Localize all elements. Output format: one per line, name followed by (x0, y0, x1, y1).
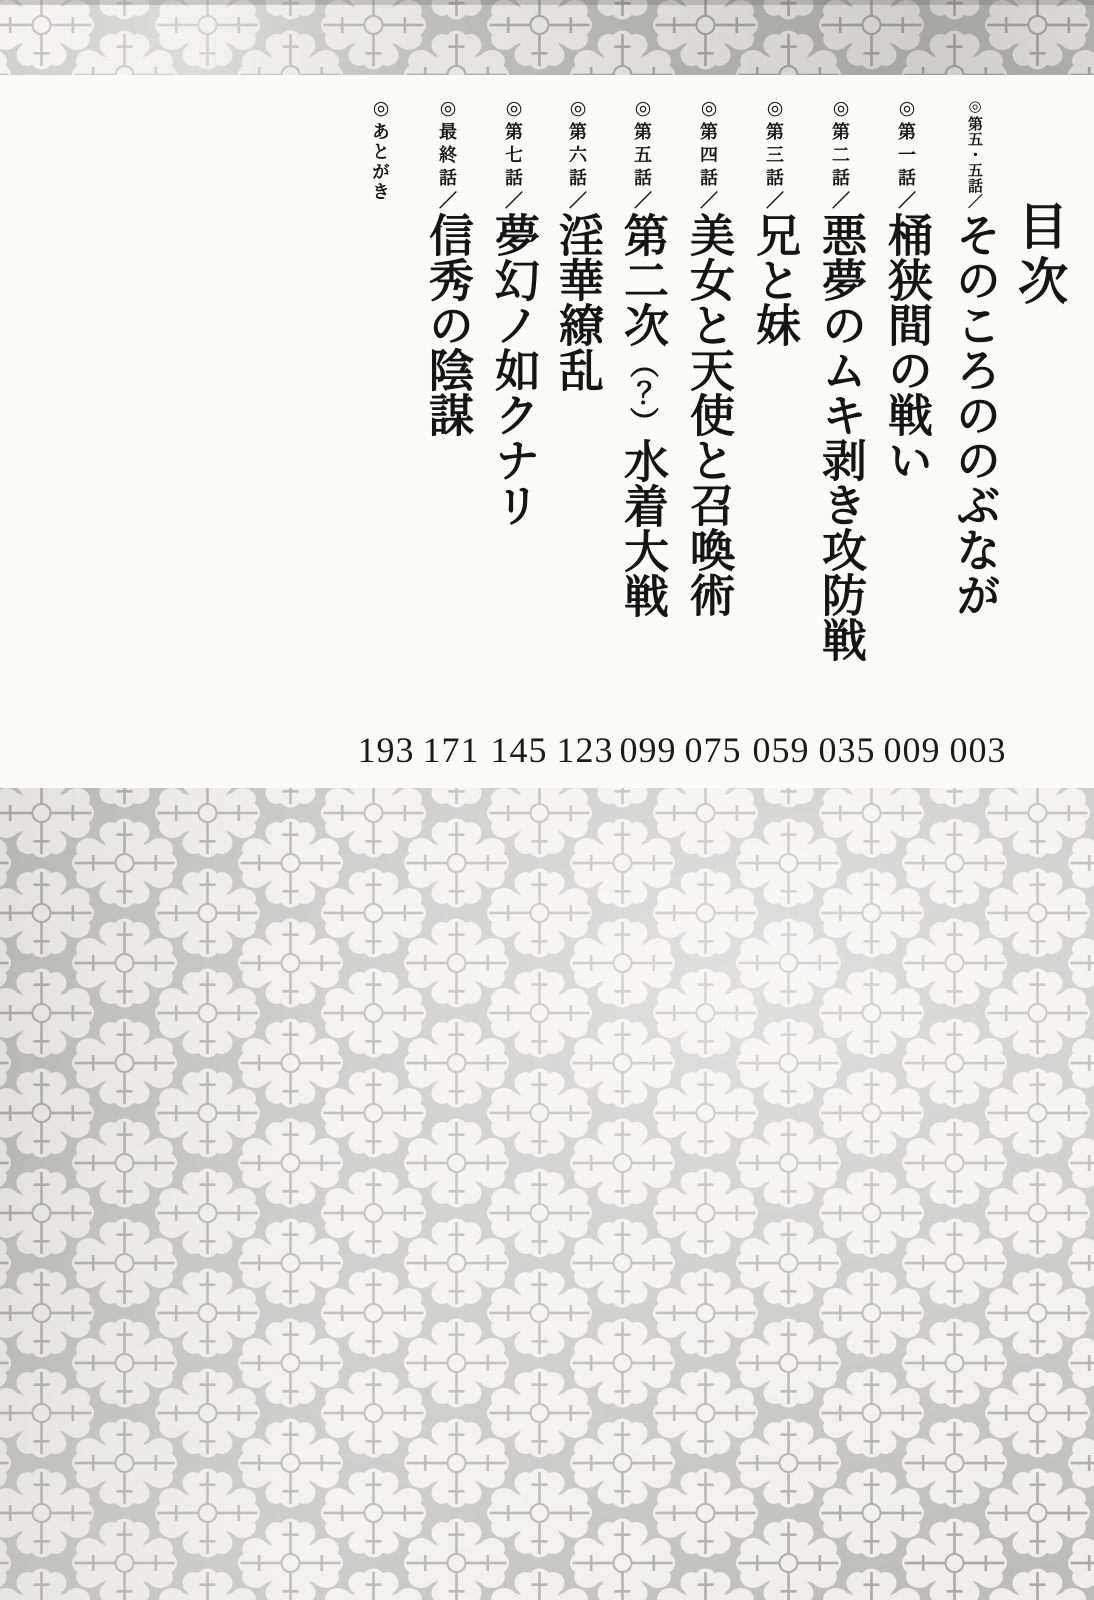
page-number: 003 (949, 730, 1007, 770)
chapter-slash: ／ (896, 191, 916, 210)
toc-entry (949, 97, 999, 737)
toc-entry (815, 97, 865, 737)
chapter-slash: ／ (966, 193, 982, 210)
chapter-slash: ／ (503, 191, 523, 210)
chapter-number-label: 第一話 (896, 122, 916, 191)
chapter-mark-icon: ◎ (698, 97, 719, 122)
chapter-slash: ／ (764, 191, 784, 210)
toc-entry (749, 97, 799, 737)
page-title: 目次 (1011, 200, 1067, 310)
chapter-slash: ／ (830, 191, 850, 210)
chapter-mark-icon: ◎ (503, 97, 524, 122)
flower-pattern-bottom-band (0, 788, 1094, 1600)
page-number: 193 (357, 730, 415, 770)
chapter-number-label: 第五・五話 (966, 116, 982, 194)
chapter-title: 悪夢のムキ剥き攻防戦 (815, 212, 865, 662)
chapter-mark-icon: ◎ (830, 97, 851, 122)
chapter-title-pre: 第二次 (617, 212, 667, 347)
toc-entry (881, 97, 931, 737)
toc-entry (422, 97, 472, 737)
page-number: 009 (883, 730, 941, 770)
page-number: 171 (422, 730, 480, 770)
chapter-title-post: 水着大戦 (617, 438, 667, 618)
chapter-mark-icon: ◎ (764, 97, 785, 122)
chapter-title: 信秀の陰謀 (422, 212, 472, 437)
toc-entry (488, 97, 538, 737)
chapter-title: そのころののぶなが (949, 211, 999, 617)
chapter-mark-icon: ◎ (896, 97, 917, 122)
page-number: 145 (490, 730, 548, 770)
chapter-slash: ／ (437, 191, 457, 210)
chapter-title: 夢幻ノ如クナリ (488, 212, 538, 527)
chapter-number-label: 第四話 (698, 122, 718, 191)
chapter-slash: ／ (698, 191, 718, 210)
chapter-title-paren: （？） (626, 349, 658, 436)
chapter-mark-icon: ◎ (567, 97, 588, 122)
toc-entry (617, 97, 667, 737)
toc-entry (552, 97, 602, 737)
chapter-title: 淫華繚乱 (552, 212, 602, 392)
page-number: 099 (619, 730, 677, 770)
chapter-title: 美女と天使と召喚術 (683, 212, 733, 617)
page-number: 035 (818, 730, 876, 770)
chapter-number-label: 第二話 (830, 122, 850, 191)
toc-entry (683, 97, 733, 737)
chapter-number-label: 第七話 (503, 122, 523, 191)
chapter-number-label: 第三話 (764, 122, 784, 191)
page-number: 075 (684, 730, 742, 770)
chapter-mark-icon: ◎ (966, 97, 982, 116)
toc-entry (371, 97, 390, 737)
chapter-mark-icon: ◎ (370, 97, 391, 122)
chapter-number-label: 第六話 (567, 122, 587, 191)
chapter-number-label: 最終話 (437, 122, 457, 191)
chapter-title: 兄と妹 (749, 212, 799, 347)
chapter-number-label: あとがき (370, 122, 390, 202)
chapter-number-label: 第五話 (632, 122, 652, 191)
page-number: 059 (752, 730, 810, 770)
chapter-mark-icon: ◎ (632, 97, 653, 122)
chapter-mark-icon: ◎ (437, 97, 458, 122)
chapter-slash: ／ (567, 191, 587, 210)
page-number: 123 (556, 730, 614, 770)
chapter-slash: ／ (632, 191, 652, 210)
flower-pattern-top-band (0, 0, 1094, 75)
chapter-title: 桶狭間の戦い (881, 212, 931, 482)
